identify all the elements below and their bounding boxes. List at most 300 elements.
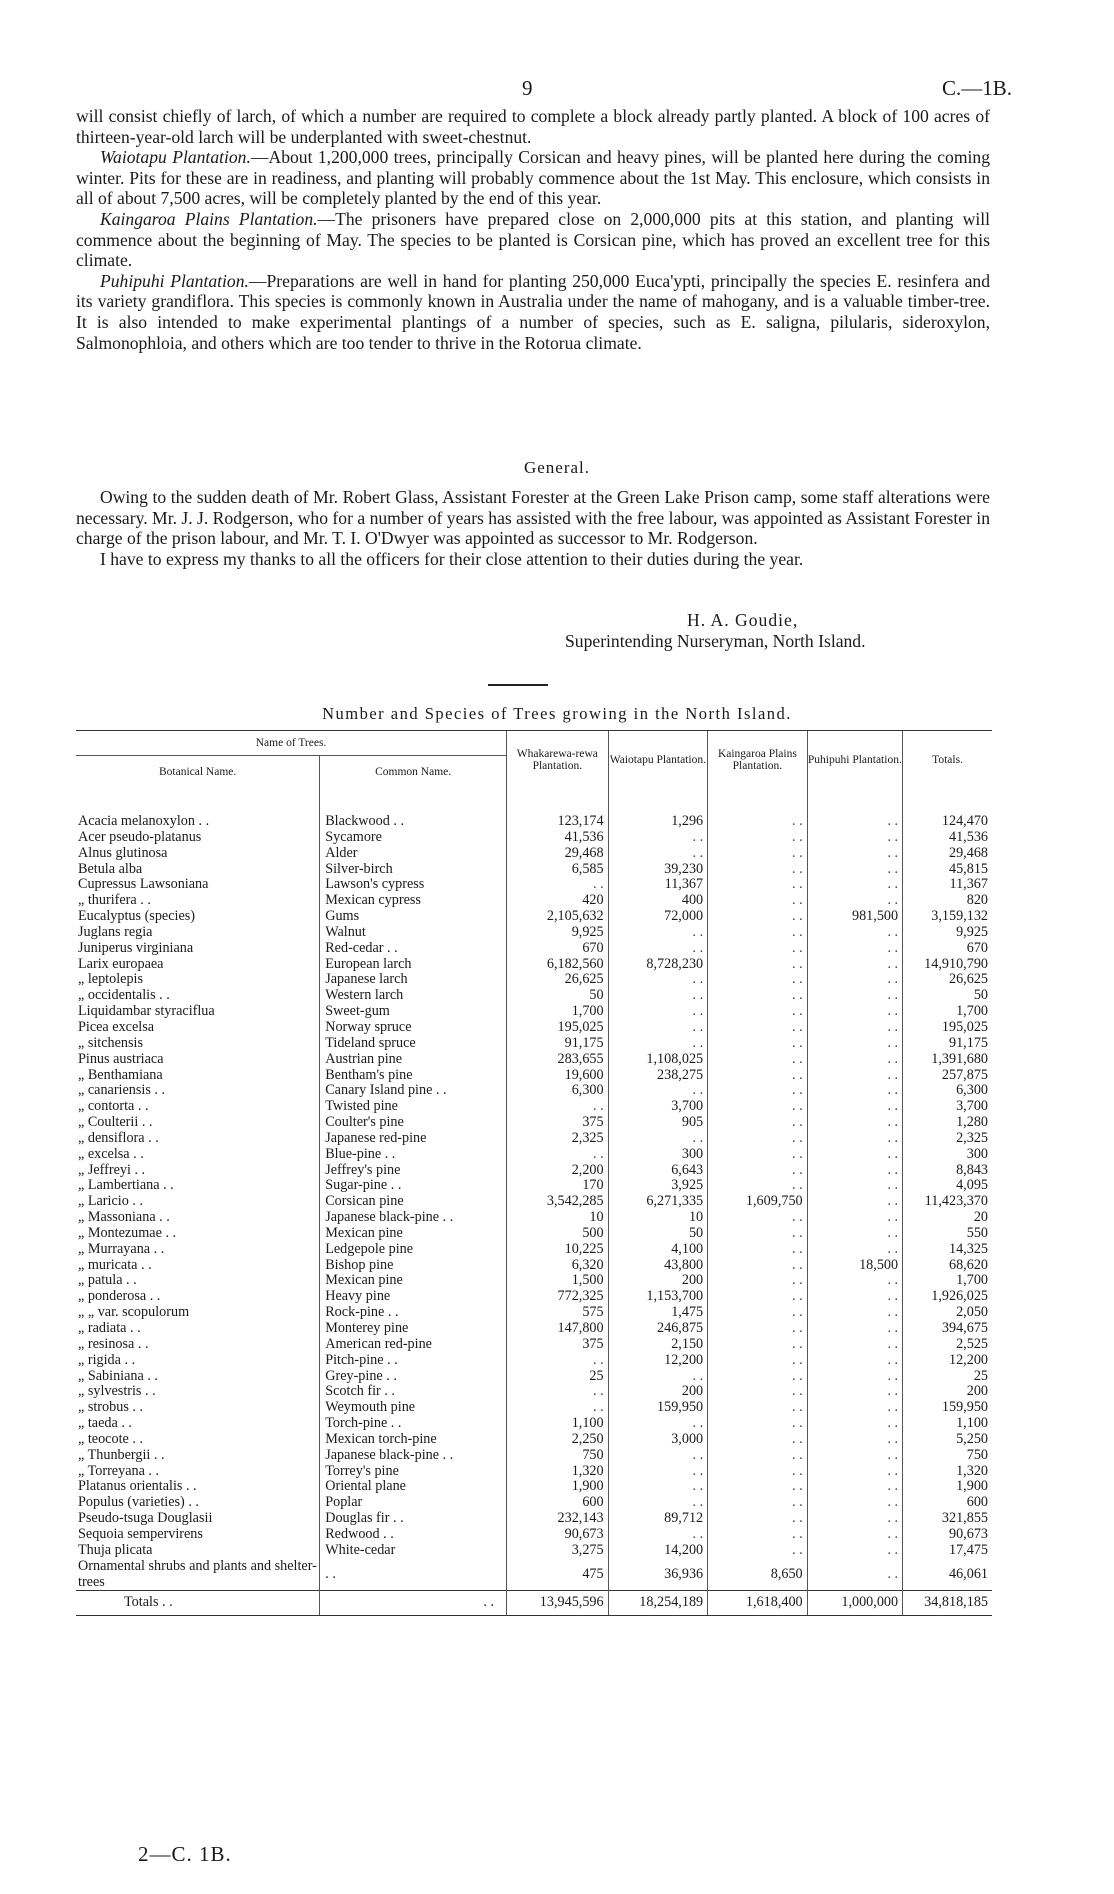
- whakarewa-count: 3,275: [507, 1543, 609, 1559]
- kaingaroa-count: . .: [708, 909, 808, 925]
- puhipuhi-count: . .: [807, 862, 902, 878]
- botanical-name: „ teocote . .: [78, 1431, 143, 1447]
- kaingaroa-count: . .: [708, 1163, 808, 1179]
- row-total: 90,673: [903, 1527, 992, 1543]
- puhipuhi-count: . .: [807, 1163, 902, 1179]
- puhipuhi-count: . .: [807, 1479, 902, 1495]
- botanical-name: Larix europaea: [78, 956, 164, 972]
- botanical-name: Thuja plicata: [78, 1542, 153, 1558]
- row-total: 9,925: [903, 925, 992, 941]
- common-name: Tideland spruce: [320, 1036, 507, 1052]
- whakarewa-count: 375: [507, 1337, 609, 1353]
- divider: [488, 684, 548, 686]
- table-row: [76, 830, 992, 846]
- totals-label: Totals . .: [76, 1591, 320, 1616]
- botanical-name: „ strobus . .: [78, 1400, 144, 1416]
- waiotapu-count: . .: [608, 1131, 708, 1147]
- table-row: [76, 1273, 992, 1289]
- paragraph-title: Kaingaroa Plains Plantation.: [100, 208, 318, 229]
- table-row: [76, 1479, 992, 1495]
- row-total: 91,175: [903, 1036, 992, 1052]
- puhipuhi-count: 981,500: [807, 909, 902, 925]
- row-total: 68,620: [903, 1258, 992, 1274]
- kaingaroa-count: . .: [708, 1099, 808, 1115]
- paragraph-larch: will consist chiefly of larch, of which a number are required to complete a block already partly planted. A block of 100 acres of thirteen-year-old larch will be underplanted with sweet-chestnut.: [76, 106, 990, 147]
- row-total: 1,320: [903, 1464, 992, 1480]
- kaingaroa-count: . .: [708, 862, 808, 878]
- botanical-name: Alnus glutinosa: [78, 845, 168, 861]
- common-name: Blackwood . .: [320, 814, 507, 830]
- puhipuhi-count: . .: [807, 1083, 902, 1099]
- waiotapu-count: . .: [608, 1020, 708, 1036]
- table-row: [76, 1068, 992, 1084]
- kaingaroa-count: . .: [708, 1020, 808, 1036]
- common-name: Coulter's pine: [320, 1115, 507, 1131]
- common-name: Japanese black-pine . .: [320, 1448, 507, 1464]
- table-row: [76, 1527, 992, 1543]
- kaingaroa-count: . .: [708, 941, 808, 957]
- waiotapu-count: . .: [608, 1479, 708, 1495]
- col-kaingaroa: Kaingaroa Plains Plantation.: [708, 731, 808, 789]
- table-row: [76, 1289, 992, 1305]
- common-name: Monterey pine: [320, 1321, 507, 1337]
- kaingaroa-count: . .: [708, 1226, 808, 1242]
- kaingaroa-count: . .: [708, 1400, 808, 1416]
- signature-title: Superintending Nurseryman, North Island.: [565, 631, 866, 651]
- common-name: Sycamore: [320, 830, 507, 846]
- col-totals: Totals.: [903, 731, 992, 789]
- table-row: [76, 1131, 992, 1147]
- kaingaroa-count: . .: [708, 877, 808, 893]
- waiotapu-count: 36,936: [608, 1559, 708, 1591]
- whakarewa-count: 283,655: [507, 1052, 609, 1068]
- botanical-name: Ornamental shrubs and plants and shelter-trees: [78, 1558, 317, 1590]
- kaingaroa-count: . .: [708, 1416, 808, 1432]
- table-row: [76, 1543, 992, 1559]
- waiotapu-count: 89,712: [608, 1511, 708, 1527]
- kaingaroa-count: . .: [708, 1289, 808, 1305]
- row-total: 14,910,790: [903, 957, 992, 973]
- table-row: [76, 1353, 992, 1369]
- totals-whakarewa: 13,945,596: [507, 1591, 609, 1616]
- common-name: Corsican pine: [320, 1194, 507, 1210]
- page-number: 9: [522, 76, 533, 100]
- puhipuhi-count: . .: [807, 1305, 902, 1321]
- kaingaroa-count: . .: [708, 1464, 808, 1480]
- table-row: [76, 1464, 992, 1480]
- whakarewa-count: 475: [507, 1559, 609, 1591]
- whakarewa-count: 1,100: [507, 1416, 609, 1432]
- kaingaroa-count: . .: [708, 1543, 808, 1559]
- row-total: 200: [903, 1384, 992, 1400]
- puhipuhi-count: . .: [807, 1464, 902, 1480]
- kaingaroa-count: . .: [708, 1527, 808, 1543]
- kaingaroa-count: . .: [708, 1511, 808, 1527]
- common-name: Weymouth pine: [320, 1400, 507, 1416]
- common-name: Alder: [320, 846, 507, 862]
- waiotapu-count: 6,643: [608, 1163, 708, 1179]
- whakarewa-count: 1,700: [507, 1004, 609, 1020]
- whakarewa-count: 2,325: [507, 1131, 609, 1147]
- waiotapu-count: 200: [608, 1273, 708, 1289]
- whakarewa-count: 232,143: [507, 1511, 609, 1527]
- whakarewa-count: 2,105,632: [507, 909, 609, 925]
- waiotapu-count: . .: [608, 925, 708, 941]
- row-total: 5,250: [903, 1432, 992, 1448]
- whakarewa-count: . .: [507, 877, 609, 893]
- botanical-name: Pinus austriaca: [78, 1051, 164, 1067]
- whakarewa-count: 6,300: [507, 1083, 609, 1099]
- table-row: [76, 957, 992, 973]
- table-row: [76, 1083, 992, 1099]
- whakarewa-count: 26,625: [507, 972, 609, 988]
- waiotapu-count: 159,950: [608, 1400, 708, 1416]
- botanical-name: „ excelsa . .: [78, 1146, 144, 1162]
- group-header: Name of Trees.: [76, 731, 507, 756]
- row-total: 1,900: [903, 1479, 992, 1495]
- common-name: American red-pine: [320, 1337, 507, 1353]
- botanical-name: „ Murrayana . .: [78, 1241, 165, 1257]
- botanical-name: „ Thunbergii . .: [78, 1447, 165, 1463]
- kaingaroa-count: . .: [708, 893, 808, 909]
- common-name: Bishop pine: [320, 1258, 507, 1274]
- table-row: [76, 909, 992, 925]
- botanical-name: Cupressus Lawsoniana: [78, 877, 209, 893]
- row-total: 300: [903, 1147, 992, 1163]
- paragraph-title: Puhipuhi Plantation.: [100, 270, 249, 291]
- puhipuhi-count: . .: [807, 1448, 902, 1464]
- row-total: 1,280: [903, 1115, 992, 1131]
- puhipuhi-count: . .: [807, 941, 902, 957]
- botanical-name: Picea excelsa: [78, 1019, 155, 1035]
- kaingaroa-count: . .: [708, 1353, 808, 1369]
- waiotapu-count: 1,108,025: [608, 1052, 708, 1068]
- botanical-name: Sequoia sempervirens: [78, 1526, 203, 1542]
- kaingaroa-count: . .: [708, 1258, 808, 1274]
- paragraph-puhipuhi: Puhipuhi Plantation.—Preparations are well in hand for planting 250,000 Euca'ypti, principally the species E. resinfera and its variety grandiflora. This species is commonly known in Australia under the name of mahogany, and is a valuable timber-tree. It is also intended to make experimental plantings of a number of species, such as E. saligna, pilularis, sideroxylon, Salmonophloia, and others which are too tender to thrive in the Rotorua climate.: [76, 270, 991, 353]
- row-total: 321,855: [903, 1511, 992, 1527]
- row-total: 1,700: [903, 1004, 992, 1020]
- kaingaroa-count: . .: [708, 988, 808, 1004]
- table-row: [76, 877, 992, 893]
- common-name: Grey-pine . .: [320, 1369, 507, 1385]
- table-title: Number and Species of Trees growing in the North Island.: [322, 704, 792, 723]
- puhipuhi-count: . .: [807, 846, 902, 862]
- totals-puhipuhi: 1,000,000: [807, 1591, 902, 1616]
- row-total: 2,050: [903, 1305, 992, 1321]
- waiotapu-count: . .: [608, 1036, 708, 1052]
- kaingaroa-count: . .: [708, 1068, 808, 1084]
- whakarewa-count: 195,025: [507, 1020, 609, 1036]
- kaingaroa-count: . .: [708, 1369, 808, 1385]
- table-row: [76, 1448, 992, 1464]
- whakarewa-count: . .: [507, 1384, 609, 1400]
- table-row: [76, 1384, 992, 1400]
- row-total: 3,159,132: [903, 909, 992, 925]
- botanical-name: Eucalyptus (species): [78, 909, 196, 925]
- common-name: Norway spruce: [320, 1020, 507, 1036]
- row-total: 3,700: [903, 1099, 992, 1115]
- col-whakarewa: Whakarewa-rewa Plantation.: [507, 731, 609, 789]
- puhipuhi-count: . .: [807, 877, 902, 893]
- common-name: Douglas fir . .: [320, 1511, 507, 1527]
- botanical-name: „ ponderosa . .: [78, 1289, 161, 1305]
- botanical-name: „ Jeffreyi . .: [78, 1162, 146, 1178]
- botanical-name: „ Massoniana . .: [78, 1210, 170, 1226]
- table-row: [76, 1004, 992, 1020]
- whakarewa-count: 600: [507, 1495, 609, 1511]
- kaingaroa-count: . .: [708, 1004, 808, 1020]
- puhipuhi-count: . .: [807, 1511, 902, 1527]
- common-name: Mexican pine: [320, 1226, 507, 1242]
- kaingaroa-count: . .: [708, 972, 808, 988]
- common-name: Mexican cypress: [320, 893, 507, 909]
- totals-waiotapu: 18,254,189: [608, 1591, 708, 1616]
- botanical-name: „ thurifera . .: [78, 893, 151, 909]
- waiotapu-count: . .: [608, 1527, 708, 1543]
- whakarewa-count: . .: [507, 1400, 609, 1416]
- puhipuhi-count: . .: [807, 1115, 902, 1131]
- common-name: Jeffrey's pine: [320, 1163, 507, 1179]
- common-name: Silver-birch: [320, 862, 507, 878]
- common-name: . .: [320, 1559, 507, 1591]
- row-total: 1,926,025: [903, 1289, 992, 1305]
- puhipuhi-count: . .: [807, 1543, 902, 1559]
- kaingaroa-count: . .: [708, 1036, 808, 1052]
- puhipuhi-count: . .: [807, 830, 902, 846]
- table-row: [76, 1147, 992, 1163]
- col-common: Common Name.: [320, 756, 507, 789]
- botanical-name: „ leptolepis: [78, 972, 144, 988]
- common-name: Oriental plane: [320, 1479, 507, 1495]
- botanical-name: „ Coulterii . .: [78, 1115, 153, 1131]
- waiotapu-count: . .: [608, 972, 708, 988]
- common-name: Red-cedar . .: [320, 941, 507, 957]
- botanical-name: „ „ var. scopulorum: [78, 1305, 190, 1321]
- waiotapu-count: 3,700: [608, 1099, 708, 1115]
- whakarewa-count: 9,925: [507, 925, 609, 941]
- puhipuhi-count: . .: [807, 1400, 902, 1416]
- waiotapu-count: 43,800: [608, 1258, 708, 1274]
- table-row: [76, 1432, 992, 1448]
- kaingaroa-count: . .: [708, 830, 808, 846]
- common-name: Scotch fir . .: [320, 1384, 507, 1400]
- puhipuhi-count: . .: [807, 1068, 902, 1084]
- puhipuhi-count: . .: [807, 972, 902, 988]
- puhipuhi-count: . .: [807, 1147, 902, 1163]
- puhipuhi-count: . .: [807, 1416, 902, 1432]
- waiotapu-count: 400: [608, 893, 708, 909]
- puhipuhi-count: . .: [807, 1131, 902, 1147]
- waiotapu-count: . .: [608, 1083, 708, 1099]
- row-total: 159,950: [903, 1400, 992, 1416]
- common-name: Canary Island pine . .: [320, 1083, 507, 1099]
- common-name: Rock-pine . .: [320, 1305, 507, 1321]
- table-row: [76, 1210, 992, 1226]
- puhipuhi-count: . .: [807, 1353, 902, 1369]
- kaingaroa-count: . .: [708, 1083, 808, 1099]
- waiotapu-count: 50: [608, 1226, 708, 1242]
- botanical-name: „ occidentalis . .: [78, 988, 170, 1004]
- general-text: [76, 487, 990, 569]
- row-total: 4,095: [903, 1178, 992, 1194]
- whakarewa-count: 500: [507, 1226, 609, 1242]
- botanical-name: „ radiata . .: [78, 1321, 141, 1336]
- botanical-name: „ resinosa . .: [78, 1336, 149, 1352]
- puhipuhi-count: . .: [807, 1020, 902, 1036]
- kaingaroa-count: . .: [708, 1115, 808, 1131]
- common-name: Blue-pine . .: [320, 1147, 507, 1163]
- totals-row: [76, 1591, 992, 1616]
- common-name: Mexican pine: [320, 1273, 507, 1289]
- row-total: 600: [903, 1495, 992, 1511]
- table-row: [76, 1400, 992, 1416]
- row-total: 394,675: [903, 1321, 992, 1337]
- waiotapu-count: 300: [608, 1147, 708, 1163]
- kaingaroa-count: . .: [708, 1337, 808, 1353]
- row-total: 1,391,680: [903, 1052, 992, 1068]
- kaingaroa-count: . .: [708, 1052, 808, 1068]
- botanical-name: „ patula . .: [78, 1273, 137, 1289]
- waiotapu-count: . .: [608, 988, 708, 1004]
- kaingaroa-count: . .: [708, 1384, 808, 1400]
- whakarewa-count: 19,600: [507, 1068, 609, 1084]
- waiotapu-count: 6,271,335: [608, 1194, 708, 1210]
- whakarewa-count: 10,225: [507, 1242, 609, 1258]
- whakarewa-count: . .: [507, 1353, 609, 1369]
- col-botanical: Botanical Name.: [158, 766, 237, 778]
- botanical-name: „ Torreyana . .: [78, 1463, 160, 1479]
- trees-table: [76, 730, 992, 1616]
- puhipuhi-count: . .: [807, 1194, 902, 1210]
- waiotapu-count: 4,100: [608, 1242, 708, 1258]
- paragraph-staff: Owing to the sudden death of Mr. Robert Glass, Assistant Forester at the Green Lake Prison camp, some staff alterations were necessary. Mr. J. J. Rodgerson, who for a number of years has assisted with the free labour, was appointed as Assistant Forester in charge of the prison labour, and Mr. T. I. O'Dwyer was appointed as successor to Mr. Rodgerson.: [76, 487, 990, 549]
- botanical-name: „ canariensis . .: [78, 1083, 166, 1099]
- puhipuhi-count: . .: [807, 1559, 902, 1591]
- puhipuhi-count: . .: [807, 1384, 902, 1400]
- puhipuhi-count: . .: [807, 1273, 902, 1289]
- table-row: [76, 862, 992, 878]
- row-total: 2,525: [903, 1337, 992, 1353]
- whakarewa-count: 25: [507, 1369, 609, 1385]
- document-reference: C.—1B.: [941, 76, 1012, 100]
- waiotapu-count: 1,296: [608, 814, 708, 830]
- common-name: Ledgepole pine: [320, 1242, 507, 1258]
- whakarewa-count: 41,536: [507, 830, 609, 846]
- table-row: [76, 1226, 992, 1242]
- paragraph-title: Waiotapu Plantation.: [100, 147, 251, 168]
- puhipuhi-count: . .: [807, 1495, 902, 1511]
- table-row: [76, 1099, 992, 1115]
- kaingaroa-count: . .: [708, 846, 808, 862]
- waiotapu-count: . .: [608, 1369, 708, 1385]
- table-row: [76, 1559, 992, 1591]
- row-total: 820: [903, 893, 992, 909]
- table-row: [76, 814, 992, 830]
- table-row: [76, 1036, 992, 1052]
- row-total: 670: [903, 941, 992, 957]
- waiotapu-count: 3,925: [608, 1178, 708, 1194]
- botanical-name: Pseudo-tsuga Douglasii: [78, 1511, 213, 1527]
- common-name: Sugar-pine . .: [320, 1178, 507, 1194]
- botanical-name: Acacia melanoxylon . .: [78, 814, 210, 829]
- row-total: 11,367: [903, 877, 992, 893]
- row-total: 195,025: [903, 1020, 992, 1036]
- footer-reference: 2—C. 1B.: [138, 1842, 232, 1866]
- whakarewa-count: 170: [507, 1178, 609, 1194]
- common-name: Japanese larch: [320, 972, 507, 988]
- whakarewa-count: 147,800: [507, 1321, 609, 1337]
- kaingaroa-count: . .: [708, 1321, 808, 1337]
- waiotapu-count: . .: [608, 1416, 708, 1432]
- puhipuhi-count: . .: [807, 1321, 902, 1337]
- waiotapu-count: . .: [608, 1004, 708, 1020]
- kaingaroa-count: . .: [708, 925, 808, 941]
- table-row: [76, 988, 992, 1004]
- table-row: [76, 972, 992, 988]
- puhipuhi-count: . .: [807, 1226, 902, 1242]
- waiotapu-count: 200: [608, 1384, 708, 1400]
- botanical-name: „ Benthamiana: [78, 1067, 163, 1083]
- table-row: [76, 941, 992, 957]
- common-name: Torch-pine . .: [320, 1416, 507, 1432]
- common-name: Lawson's cypress: [320, 877, 507, 893]
- table-row: [76, 1416, 992, 1432]
- waiotapu-count: 1,153,700: [608, 1289, 708, 1305]
- waiotapu-count: 11,367: [608, 877, 708, 893]
- common-name: White-cedar: [320, 1543, 507, 1559]
- kaingaroa-count: . .: [708, 1131, 808, 1147]
- table-row: [76, 893, 992, 909]
- row-total: 1,700: [903, 1273, 992, 1289]
- common-name: Poplar: [320, 1495, 507, 1511]
- common-name: Heavy pine: [320, 1289, 507, 1305]
- body-text: [76, 106, 990, 353]
- waiotapu-count: 10: [608, 1210, 708, 1226]
- waiotapu-count: 3,000: [608, 1432, 708, 1448]
- puhipuhi-count: . .: [807, 893, 902, 909]
- puhipuhi-count: . .: [807, 1369, 902, 1385]
- common-name: Walnut: [320, 925, 507, 941]
- table-row: [76, 1020, 992, 1036]
- puhipuhi-count: . .: [807, 1036, 902, 1052]
- whakarewa-count: 6,320: [507, 1258, 609, 1274]
- row-total: 14,325: [903, 1242, 992, 1258]
- row-total: 2,325: [903, 1131, 992, 1147]
- whakarewa-count: 1,320: [507, 1464, 609, 1480]
- whakarewa-count: 575: [507, 1305, 609, 1321]
- whakarewa-count: 750: [507, 1448, 609, 1464]
- table-row: [76, 1495, 992, 1511]
- botanical-name: „ Sabiniana . .: [78, 1368, 158, 1384]
- waiotapu-count: 12,200: [608, 1353, 708, 1369]
- kaingaroa-count: . .: [708, 957, 808, 973]
- puhipuhi-count: . .: [807, 1004, 902, 1020]
- puhipuhi-count: . .: [807, 1289, 902, 1305]
- whakarewa-count: 6,182,560: [507, 957, 609, 973]
- botanical-name: Betula alba: [78, 861, 143, 877]
- table-row: [76, 1052, 992, 1068]
- row-total: 41,536: [903, 830, 992, 846]
- table-body: [76, 814, 992, 1591]
- common-name: Western larch: [320, 988, 507, 1004]
- botanical-name: „ muricata . .: [78, 1257, 152, 1273]
- waiotapu-count: . .: [608, 941, 708, 957]
- table-row: [76, 846, 992, 862]
- waiotapu-count: 238,275: [608, 1068, 708, 1084]
- paragraph-thanks: I have to express my thanks to all the officers for their close attention to their duties during the year.: [100, 548, 804, 569]
- botanical-name: Liquidambar styraciflua: [78, 1004, 215, 1020]
